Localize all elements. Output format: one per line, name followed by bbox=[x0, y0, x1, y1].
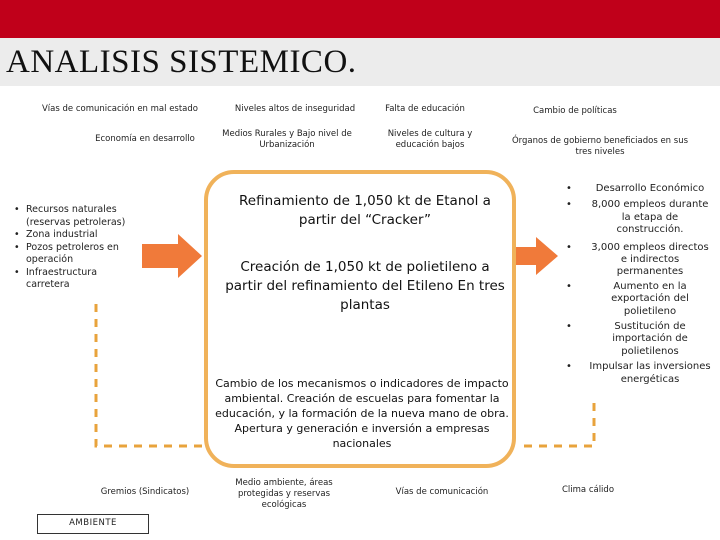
factor-cambio-politicas: Cambio de políticas bbox=[533, 106, 617, 116]
process-polietileno: Creación de 1,050 kt de polietileno a partir del refinamiento del Etileno En tres plantas bbox=[225, 259, 505, 313]
factor-falta-educacion: Falta de educación bbox=[385, 104, 465, 114]
vias-comunicacion-label: Vías de comunicación bbox=[395, 487, 489, 497]
factor-organos-gobierno: Órganos de gobierno beneficiados en sus tres niveles bbox=[511, 136, 689, 157]
process-refinamiento: Refinamiento de 1,050 kt de Etanol a partir del “Cracker” bbox=[239, 193, 491, 228]
input-item: • Recursos naturales (reservas petroleras) bbox=[14, 204, 140, 229]
factor-inseguridad: Niveles altos de inseguridad bbox=[234, 104, 356, 114]
output-item: • 3,000 empleos directos e indirectos permanentes bbox=[566, 242, 712, 279]
output-item: • Aumento en la exportación del polietileno bbox=[566, 281, 712, 318]
medio-ambiente-label: Medio ambiente, áreas protegidas y reservas ecológicas bbox=[235, 478, 333, 510]
output-item: • Sustitución de importación de polietilenos bbox=[566, 321, 712, 358]
factor-medios-rurales: Medios Rurales y Bajo nivel de Urbanización bbox=[222, 129, 352, 150]
input-item: • Pozos petroleros en operación bbox=[14, 242, 140, 267]
arrow-right-icon bbox=[516, 237, 558, 275]
factor-economia: Economía en desarrollo bbox=[95, 134, 195, 144]
output-item: • 8,000 empleos durante la etapa de construcción. bbox=[566, 199, 712, 236]
factor-cultura-educacion: Niveles de cultura y educación bajos bbox=[387, 129, 473, 150]
output-item: • Desarrollo Económico bbox=[566, 183, 712, 195]
arrow-right-icon bbox=[142, 234, 202, 278]
page-title: ANALISIS SISTEMICO. bbox=[6, 44, 357, 80]
input-item: • Zona industrial bbox=[14, 229, 140, 242]
clima-label: Clima cálido bbox=[561, 485, 615, 495]
input-item: • Infraestructura carretera bbox=[14, 267, 140, 292]
feedback-dashed-line bbox=[524, 398, 594, 446]
ambiente-box: AMBIENTE bbox=[37, 514, 149, 534]
feedback-dashed-line bbox=[96, 304, 204, 446]
factor-vias-mal-estado: Vías de comunicación en mal estado bbox=[41, 104, 198, 114]
impact-text: Cambio de los mecanismos o indicadores de impacto ambiental. Creación de escuelas para fomentar la educación, y la formación de la nueva mano de obra. Apertura y generación e inversión a empresas nacionales bbox=[215, 377, 509, 450]
gremios-label: Gremios (Sindicatos) bbox=[100, 487, 190, 497]
output-item: • Impulsar las inversiones energéticas bbox=[566, 361, 712, 386]
